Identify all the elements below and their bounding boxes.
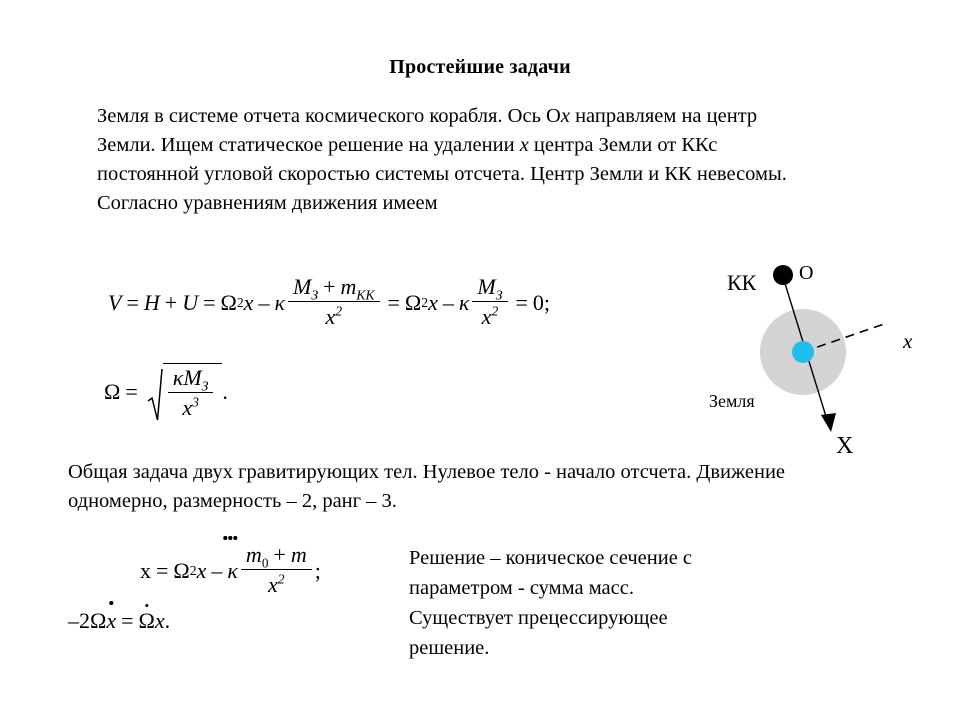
formula-v-frac2-den-x: x: [481, 304, 492, 329]
formula-xddot-x: x: [196, 558, 207, 583]
formula-angular-velocity: [104, 362, 228, 421]
diagram-label-X-axis: X: [836, 433, 854, 459]
formula-v-eq3: =: [387, 290, 400, 315]
formula-v-frac1-m-sub: КК: [356, 287, 375, 303]
formula-v-frac2-M: M: [477, 274, 496, 299]
formula-omegax-xdot: x: [106, 608, 117, 633]
formula-v-fraction-1: [288, 274, 380, 330]
solution-line3: прецессирующее решение.: [409, 607, 668, 659]
spacecraft-dot: [773, 265, 793, 285]
formula-omega-period: .: [222, 378, 228, 404]
general-line2: Движение одномерно, размерность – 2, ранг – 3.: [68, 461, 786, 512]
formula-xddot-lhs: x: [140, 558, 151, 583]
formula-v-frac2-den-exp: 2: [491, 303, 499, 319]
formula-omega-fraction: [168, 365, 214, 421]
formula-v-zero: 0;: [532, 290, 551, 315]
formula-v-plus: +: [164, 290, 178, 315]
radical-content: [163, 363, 223, 422]
formula-omegax-x: x: [154, 608, 165, 633]
formula-omegax-minus: –: [68, 608, 79, 633]
diagram-label-earth: Земля: [709, 391, 755, 411]
formula-v-omega: Ω: [220, 290, 237, 315]
formula-xddot-den-x: x: [268, 572, 278, 597]
diagram-label-x-axis: x: [903, 329, 913, 353]
formula-omegax-period: .: [164, 608, 171, 633]
formula-omega-eq: =: [125, 378, 138, 404]
formula-v-frac2-numerator: [472, 274, 507, 301]
formula-omega-denominator: [168, 392, 214, 421]
intro-paragraph: [97, 102, 797, 218]
formula-v-x1: x: [243, 290, 254, 315]
formula-xddot-m0-sub: 0: [261, 555, 269, 571]
formula-v-eq2: =: [203, 290, 216, 315]
general-task-paragraph: [68, 458, 808, 516]
formula-v-frac1-den-exp: 2: [335, 303, 343, 319]
formula-v-frac1-M: M: [293, 274, 312, 299]
formula-v-omega2: Ω: [404, 290, 422, 315]
formula-v-minus1: –: [258, 290, 270, 315]
formula-xddot-kappa: κ: [227, 558, 238, 583]
solution-paragraph: [409, 543, 739, 663]
intro-line2-part2: центра Земли: [528, 134, 653, 156]
formula-omega-numerator: [168, 365, 214, 392]
solution-line1: Решение – коническое сечение с: [409, 547, 693, 569]
formula-xddot-m0: m: [245, 542, 262, 567]
formula-xddot-minus: –: [211, 558, 223, 583]
formula-v-minus2: –: [442, 290, 454, 315]
intro-line1-part2: направляем на: [569, 105, 702, 127]
formula-v-frac1-M-sub: З: [311, 287, 319, 303]
intro-line1-part1: Земля в системе отчета космического корабля. Ось О: [97, 105, 561, 127]
formula-v-u: U: [182, 290, 199, 315]
formula-v-frac1-numerator: [288, 274, 380, 301]
general-line1: Общая задача двух гравитирующих тел. Нулевое тело - начало отсчета.: [68, 461, 692, 483]
formula-v-frac1-m: m: [340, 274, 357, 299]
formula-omega-den-x: x: [182, 395, 193, 420]
formula-transverse-equation: [68, 608, 170, 634]
page-title: Простейшие задачи: [389, 56, 571, 78]
earth-center-dot: [792, 341, 814, 363]
formula-v-h: H: [143, 290, 160, 315]
x-axis-arrowhead: [821, 413, 836, 432]
formula-v-frac2-denominator: [472, 301, 507, 330]
formula-xddot-denominator: [241, 569, 312, 598]
formula-equilibrium: V = H + U = Ω 2 x – κ $\frac{M_З + m_{КК}}{x^2}$ = Ω 2 x – κ $\frac{M_З}{x^2}$ = 0;: [108, 274, 551, 329]
formula-v-frac1-plus: +: [323, 274, 336, 299]
formula-xddot-m: m: [290, 542, 307, 567]
formula-v-frac1-den-x: x: [325, 304, 336, 329]
formula-radial-equation: x = Ω 2 x – κ $\frac{m_0 + m}{x^2}$ ;: [140, 542, 321, 597]
formula-v-frac2-M-sub: З: [495, 287, 503, 303]
formula-xddot-semicolon: ;: [314, 558, 321, 583]
formula-v-kappa1: κ: [274, 290, 285, 315]
intro-line2-part1: центр Земли. Ищем статическое решение на удалении: [97, 105, 758, 156]
formula-xddot-omega: Ω: [173, 558, 190, 583]
solution-line2: параметром - сумма масс. Существует: [409, 577, 634, 629]
formula-omega-M-sub: З: [201, 378, 209, 394]
formula-v-eq4: =: [515, 290, 528, 315]
formula-omegax-omegadot: Ω: [138, 608, 155, 633]
formula-v-lhs: V: [108, 290, 122, 315]
formula-xddot-eq: =: [156, 558, 169, 583]
square-root-icon: [147, 363, 223, 422]
formula-v-x2: x: [428, 290, 438, 315]
formula-omega-kappa: κ: [172, 365, 184, 390]
formula-omega-den-exp: 3: [192, 394, 199, 410]
formula-v-frac1-denominator: [288, 301, 380, 330]
intro-line4: и КК невесомы. Согласно уравнениям движения имеем: [97, 163, 787, 214]
formula-omegax-omega: Ω: [90, 608, 107, 633]
intro-line3: от ККс постоянной угловой скоростью системы отсчета. Центр Земли: [97, 134, 718, 185]
formula-omegax-two: 2: [79, 608, 90, 633]
formula-v-kappa2: κ: [458, 290, 470, 315]
formula-xddot-fraction: [241, 542, 312, 598]
formula-v-fraction-2: [472, 274, 507, 330]
formula-omega-lhs: Ω: [104, 378, 121, 404]
intro-line2-italic-x: x: [519, 134, 529, 156]
formula-omegax-eq: =: [121, 608, 134, 633]
formula-omega-M: M: [183, 365, 202, 390]
formula-xddot-numerator: [241, 542, 312, 569]
diagram-label-origin: О: [799, 262, 814, 284]
intro-line1-italic-x: x: [560, 105, 570, 127]
diagram-label-spacecraft: КК: [727, 270, 757, 295]
formula-v-eq1: =: [126, 290, 139, 315]
formula-xddot-num-plus: +: [273, 542, 286, 567]
formula-xddot-den-exp: 2: [277, 571, 285, 587]
